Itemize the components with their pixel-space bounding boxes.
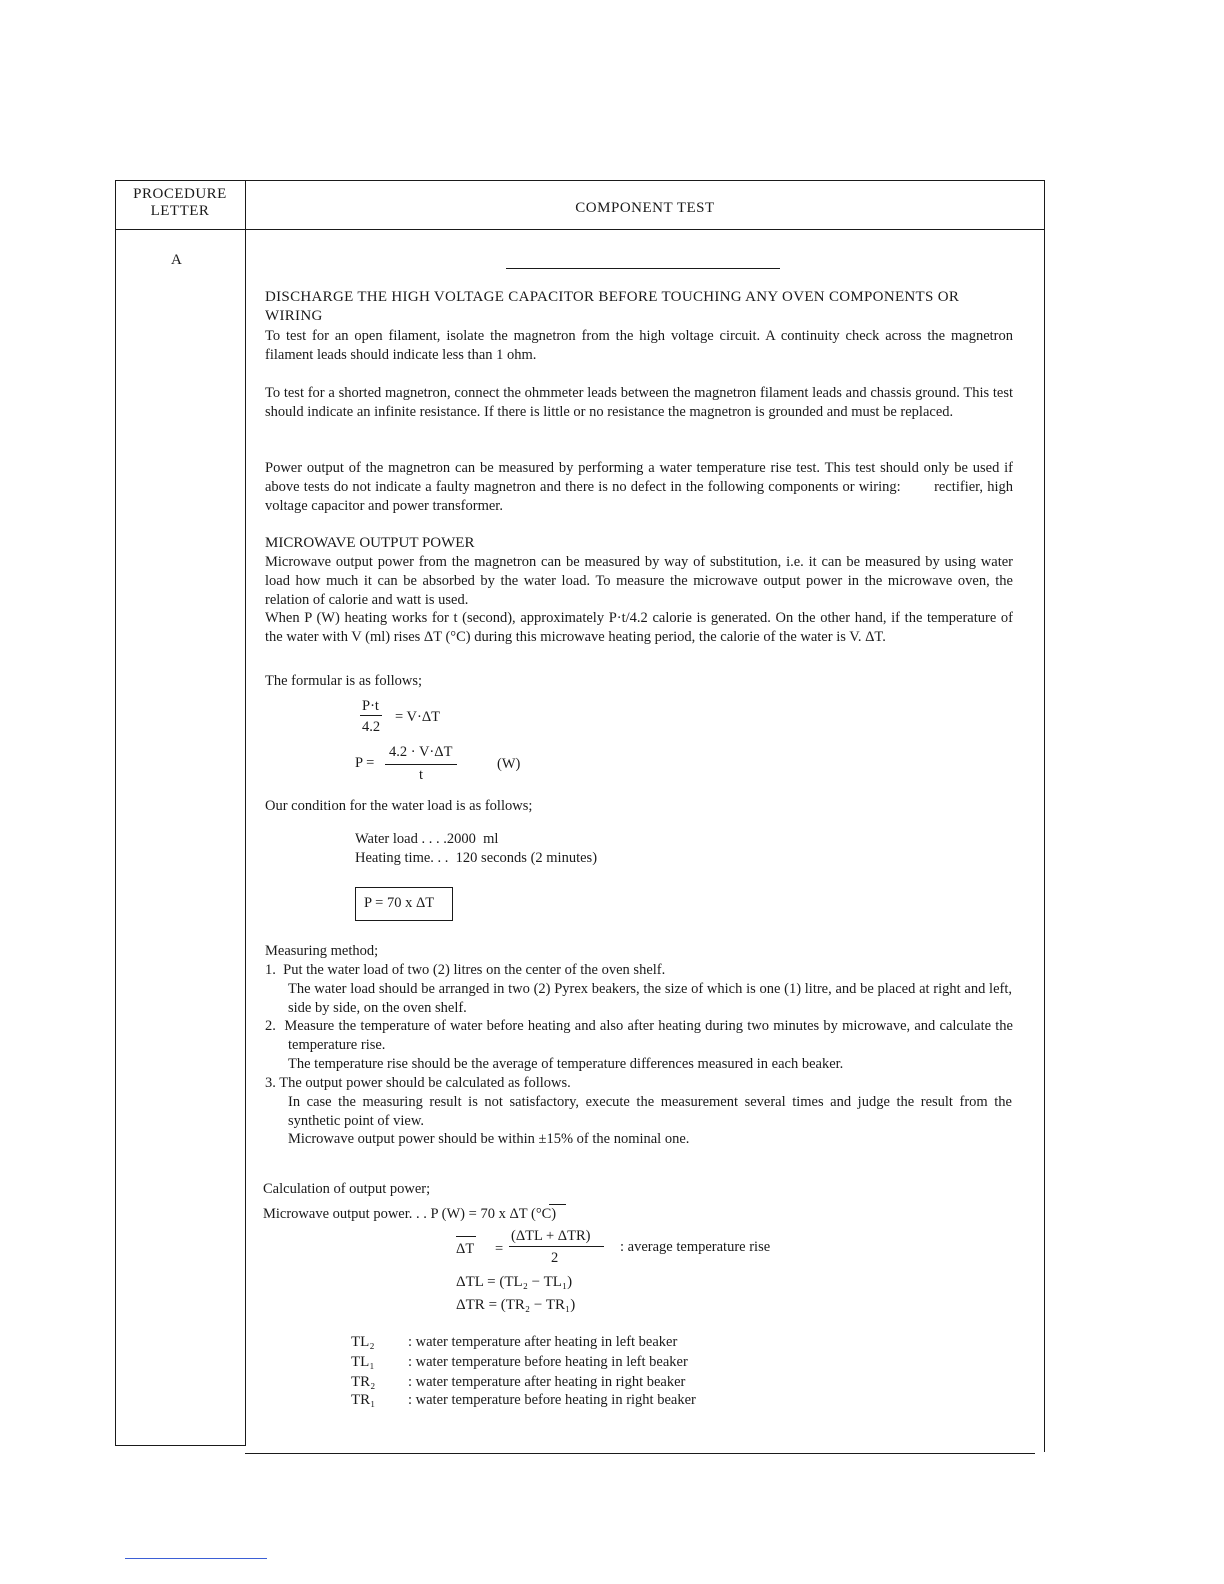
avg-numerator: (ΔTL + ΔTR): [511, 1228, 591, 1244]
component-test-header: COMPONENT TEST: [575, 200, 715, 216]
formula2-lhs: P =: [355, 755, 375, 771]
table-right-border: [1044, 180, 1045, 1452]
legend-symbol: TL₂: [351, 1334, 375, 1350]
title-rule: [506, 268, 780, 269]
footnote-rule: [125, 1558, 267, 1559]
avg-denominator: 2: [551, 1250, 559, 1266]
avg-equals: =: [495, 1241, 504, 1257]
method-step-2: 2. Measure the temperature of water before heating and also after heating during two minutes by microwave, and calculate the temperature rise.: [265, 1018, 1017, 1053]
method-step-2-detail: The temperature rise should be the average of temperature differences measured in each beaker.: [288, 1056, 844, 1072]
water-load-line: Water load . . . .2000 ml: [355, 831, 499, 847]
avg-lhs: ΔT: [456, 1241, 475, 1257]
table-top-border: [115, 180, 1045, 181]
procedure-label: PROCEDURE: [133, 186, 227, 202]
legend-description: : water temperature after heating in right beaker: [408, 1374, 686, 1390]
formula1-rhs: = V·ΔT: [395, 709, 441, 725]
method-step-1: 1. Put the water load of two (2) litres on the center of the oven shelf.: [265, 962, 666, 978]
microwave-paragraph-2: When P (W) heating works for t (second), approximately P·t/4.2 calorie is generated. On the other hand, if the temperature of the water with V (ml) rises ΔT (°C) during this microwave heating period, the calorie of the water is V. ΔT.: [265, 610, 1013, 645]
table-left-border: [115, 180, 116, 1445]
microwave-paragraph-1: Microwave output power from the magnetron can be measured by way of substitution, i.e. it can be measured by using water load how much it can be absorbed by the water load. To measure the microwave output power in the microwave oven, the relation of calorie and watt is used.: [265, 554, 1013, 608]
method-step-3-tolerance: Microwave output power should be within ±15% of the nominal one.: [288, 1131, 690, 1147]
method-heading: Measuring method;: [265, 943, 379, 959]
table-bottom-border-left: [115, 1445, 246, 1446]
microwave-heading: MICROWAVE OUTPUT POWER: [265, 535, 475, 551]
legend-description: : water temperature before heating in right beaker: [408, 1392, 696, 1408]
formula2-numerator: 4.2 · V·ΔT: [389, 744, 453, 760]
procedure-letter-header: [116, 186, 244, 220]
heating-time-line: Heating time. . . 120 seconds (2 minutes): [355, 850, 598, 866]
warning-line-1: DISCHARGE THE HIGH VOLTAGE CAPACITOR BEFORE TOUCHING ANY OVEN COMPONENTS OR: [265, 289, 960, 305]
avg-fraction-bar: [509, 1246, 604, 1247]
calculation-heading: Calculation of output power;: [263, 1181, 431, 1197]
condition-intro: Our condition for the water load is as follows;: [265, 798, 533, 814]
avg-description: : average temperature rise: [620, 1239, 771, 1255]
formula2-unit: (W): [497, 756, 521, 772]
formula1-denominator: 4.2: [362, 719, 381, 735]
legend-symbol: TL₁: [351, 1354, 375, 1370]
legend-description: : water temperature before heating in left beaker: [408, 1354, 688, 1370]
open-filament-paragraph: To test for an open filament, isolate the magnetron from the high voltage circuit. A continuity check across the magnetron filament leads should indicate less than 1 ohm.: [265, 328, 1013, 363]
procedure-letter-value: A: [171, 252, 182, 268]
delta-tl-formula: ΔTL = (TL₂ − TL₁): [456, 1274, 573, 1290]
table-header-divider: [115, 229, 1045, 230]
boxed-formula: [355, 887, 453, 921]
shorted-magnetron-paragraph: To test for a shorted magnetron, connect the ohmmeter leads between the magnetron filament leads and chassis ground. This test should indicate an infinite resistance. If there is little or no resistance the magnetron is grounded and must be replaced.: [265, 385, 1013, 420]
power-output-paragraph: Power output of the magnetron can be measured by performing a water temperature rise test. This test should only be used if above tests do not indicate a faulty magnetron and there is no defect in the following components or wiring: rectifier, high voltage capacitor and power transformer.: [265, 460, 1017, 514]
table-bottom-border-right: [245, 1453, 1035, 1454]
method-step-1-detail: The water load should be arranged in two (2) Pyrex beakers, the size of which is one (1) litre, and be placed at right and left, side by side, on the oven shelf.: [288, 981, 1012, 1016]
boxed-formula-text: P = 70 x ΔT: [364, 895, 435, 911]
formula1-fraction-bar: [360, 715, 382, 716]
formula-intro: The formular is as follows;: [265, 673, 423, 689]
method-step-3-detail: In case the measuring result is not satisfactory, execute the measurement several times and judge the result from the synthetic point of view.: [288, 1094, 1012, 1129]
formula1-numerator: P·t: [362, 698, 379, 714]
legend-symbol: TR₂: [351, 1374, 376, 1390]
warning-line-2: WIRING: [265, 308, 323, 324]
method-step-3: 3. The output power should be calculated as follows.: [265, 1075, 571, 1091]
delta-t-overline-1: [549, 1204, 566, 1205]
letter-label: LETTER: [150, 203, 210, 219]
calculation-line: Microwave output power. . . P (W) = 70 x ΔT (°C): [263, 1206, 557, 1222]
formula2-denominator: t: [419, 767, 424, 783]
formula2-fraction-bar: [385, 764, 457, 765]
table-column-divider: [245, 180, 246, 1445]
delta-tr-formula: ΔTR = (TR₂ − TR₁): [456, 1297, 576, 1313]
legend-symbol: TR₁: [351, 1392, 376, 1408]
delta-t-overline-2: [456, 1236, 476, 1237]
legend-description: : water temperature after heating in left beaker: [408, 1334, 678, 1350]
